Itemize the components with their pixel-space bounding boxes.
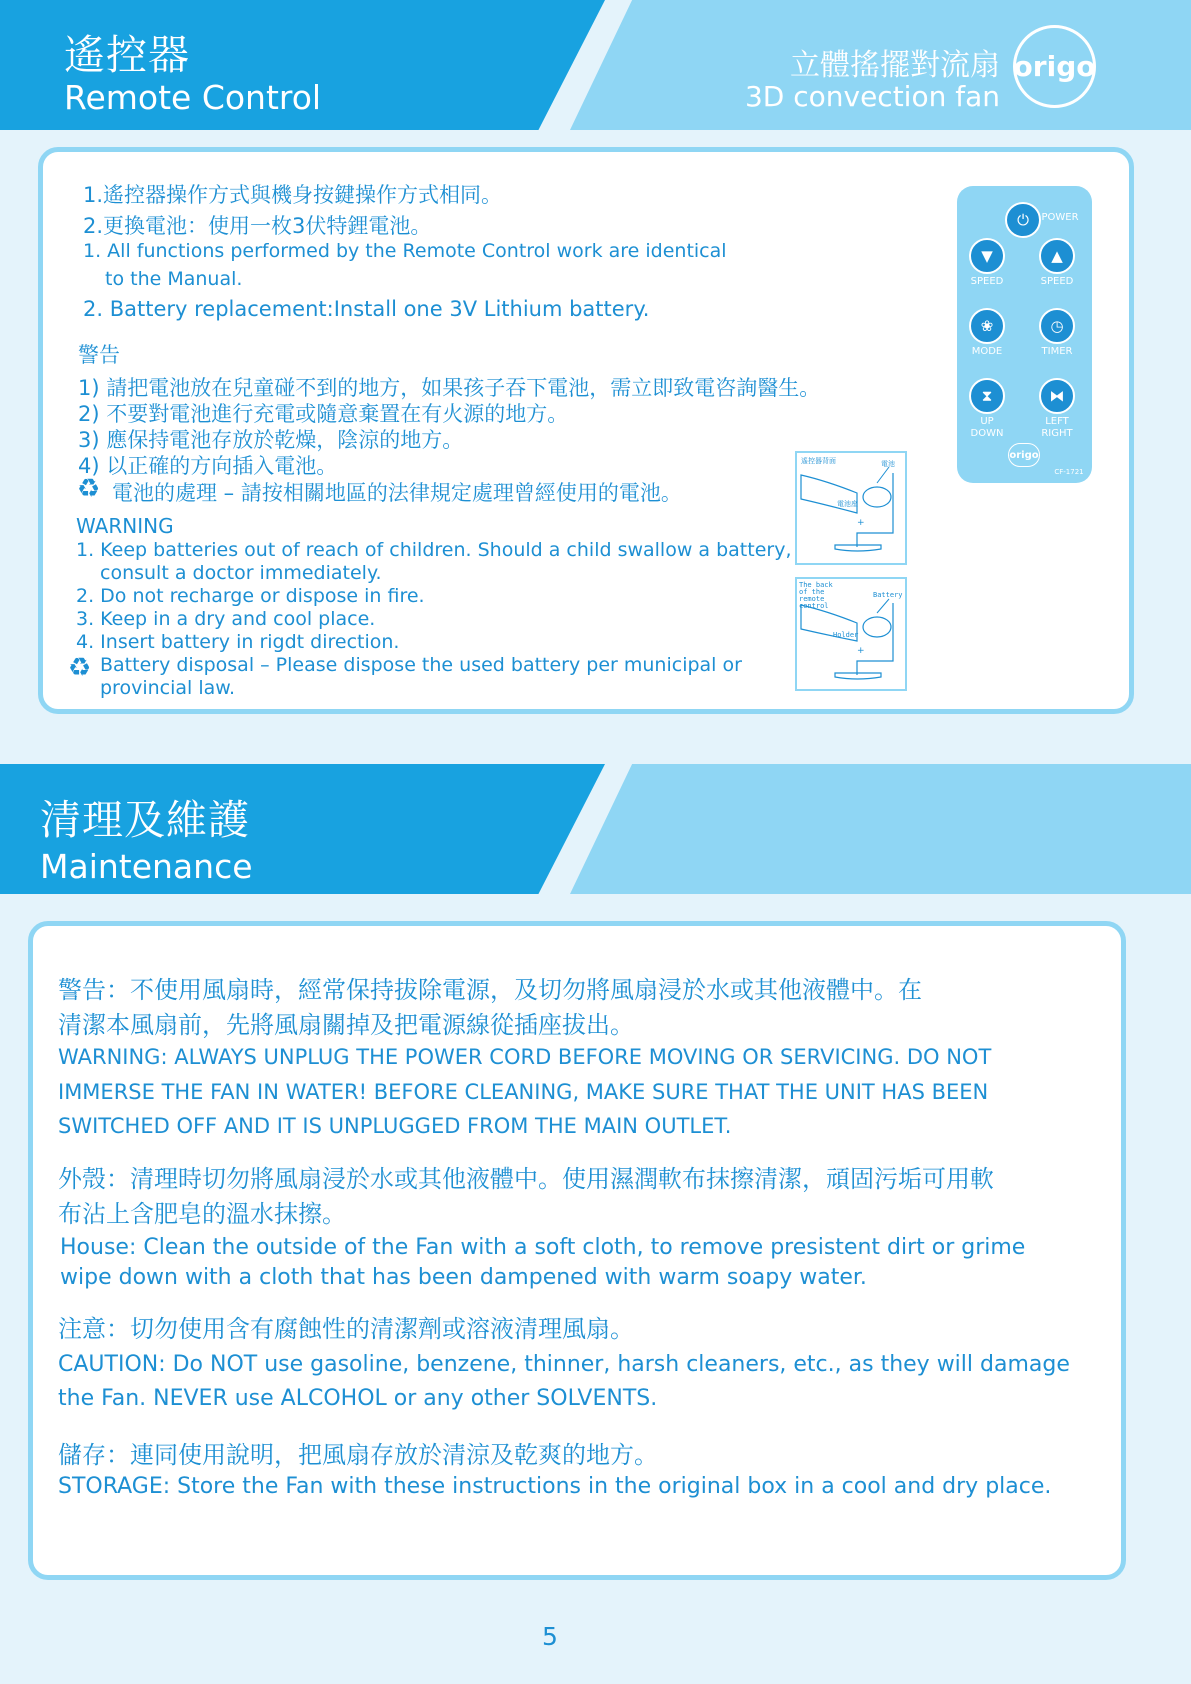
warning-en-5b: provincial law. <box>100 677 236 699</box>
warning-zh-5: 電池的處理 – 請按相關地區的法律規定處理曾經使用的電池。 <box>112 481 682 505</box>
mode-icon: ❀ <box>969 308 1005 344</box>
product-name-zh: 立體搖擺對流扇 <box>790 48 1000 83</box>
caution-en-1: CAUTION: Do NOT use gasoline, benzene, thinner, harsh cleaners, etc., as they will damage <box>58 1352 1070 1377</box>
section-title-en: Remote Control <box>64 78 322 117</box>
maintenance-title-zh: 清理及維護 <box>40 796 250 844</box>
diagram-label-holder: Holder <box>833 631 859 639</box>
maintenance-warning-en-1: WARNING: ALWAYS UNPLUG THE POWER CORD BEFORE MOVING OR SERVICING. DO NOT <box>58 1045 992 1069</box>
warning-en-3: 3. Keep in a dry and cool place. <box>76 608 376 630</box>
up-down-label: UP DOWN <box>970 416 1004 439</box>
diagram-label-back: 遙控器背面 <box>801 457 836 465</box>
warning-zh-4: 4) 以正確的方向插入電池。 <box>78 454 338 478</box>
house-en-2: wipe down with a cloth that has been dampened with warm soapy water. <box>60 1265 867 1290</box>
remote-origo-logo: origo <box>1008 443 1040 467</box>
storage-en: STORAGE: Store the Fan with these instructions in the original box in a cool and dry place. <box>58 1474 1052 1499</box>
recycle-icon: ♻ <box>77 474 101 504</box>
maintenance-warning-en-3: SWITCHED OFF AND IT IS UNPLUGGED FROM THE MAIN OUTLET. <box>58 1114 732 1138</box>
page-number: 5 <box>542 1622 558 1651</box>
instruction-en-1b: to the Manual. <box>105 268 243 290</box>
house-zh-1: 外殼：清理時切勿將風扇浸於水或其他液體中。使用濕潤軟布抹擦清潔，頑固污垢可用軟 <box>58 1165 994 1193</box>
warning-en-5: Battery disposal – Please dispose the used battery per municipal or <box>100 654 742 676</box>
speed-up-label: SPEED <box>1040 276 1074 287</box>
diagram-label-back: The back of the remote control <box>799 581 833 610</box>
warning-en-1b: consult a doctor immediately. <box>100 562 382 584</box>
diagram-label-holder: 電池座 <box>837 500 858 508</box>
warning-zh-3: 3) 應保持電池存放於乾燥，陰涼的地方。 <box>78 428 464 452</box>
origo-logo: origo <box>1013 25 1096 108</box>
maintenance-warning-en-2: IMMERSE THE FAN IN WATER! BEFORE CLEANING, MAKE SURE THAT THE UNIT HAS BEEN <box>58 1080 989 1104</box>
battery-diagram-en <box>795 577 907 691</box>
warning-zh-1: 1) 請把電池放在兒童碰不到的地方，如果孩子吞下電池，需立即致電咨詢醫生。 <box>78 376 821 400</box>
warning-en-title: WARNING <box>76 514 174 538</box>
left-right-label: LEFT RIGHT <box>1041 416 1073 439</box>
instruction-en-2: 2. Battery replacement:Install one 3V Lithium battery. <box>83 297 650 321</box>
caution-en-2: the Fan. NEVER use ALCOHOL or any other SOLVENTS. <box>58 1386 658 1411</box>
maintenance-band-right <box>570 764 1191 894</box>
warning-zh-2: 2) 不要對電池進行充電或隨意棄置在有火源的地方。 <box>78 402 569 426</box>
remote-model: CF-1721 <box>1054 468 1084 476</box>
product-name-en: 3D convection fan <box>744 80 1000 113</box>
house-en-1: House: Clean the outside of the Fan with a soft cloth, to remove presistent dirt or grime <box>60 1235 1026 1260</box>
recycle-icon: ♻ <box>68 653 92 683</box>
speed-up-icon: ▲ <box>1039 238 1075 274</box>
timer-label: TIMER <box>1041 346 1073 357</box>
remote-control-illustration <box>957 186 1092 483</box>
house-zh-2: 布沾上含肥皂的溫水抹擦。 <box>58 1200 346 1228</box>
warning-en-1: 1. Keep batteries out of reach of children. Should a child swallow a battery, <box>76 539 792 561</box>
battery-insert-illustration <box>797 579 905 689</box>
diagram-label-battery: Battery <box>873 591 903 599</box>
battery-insert-illustration <box>797 453 905 563</box>
svg-text:+: + <box>857 646 865 656</box>
maintenance-warning-zh-2: 清潔本風扇前，先將風扇關掉及把電源線從插座拔出。 <box>58 1011 634 1039</box>
up-down-icon: ⧗ <box>969 378 1005 414</box>
power-button-icon: ⏻ <box>1005 202 1041 238</box>
speed-down-label: SPEED <box>970 276 1004 287</box>
instruction-zh-2: 2.更換電池：使用一枚3伏特鋰電池。 <box>83 214 432 238</box>
battery-diagram-zh <box>795 451 907 565</box>
warning-zh-title: 警告 <box>78 343 120 367</box>
section-title-zh: 遙控器 <box>64 31 190 79</box>
storage-zh: 儲存：連同使用說明，把風扇存放於清涼及乾爽的地方。 <box>58 1441 658 1469</box>
timer-icon: ◷ <box>1039 308 1075 344</box>
maintenance-title-en: Maintenance <box>40 847 253 886</box>
caution-zh: 注意：切勿使用含有腐蝕性的清潔劑或溶液清理風扇。 <box>58 1315 634 1343</box>
diagram-label-battery: 電池 <box>881 460 895 468</box>
mode-label: MODE <box>971 346 1003 357</box>
instruction-en-1: 1. All functions performed by the Remote Control work are identical <box>83 240 727 262</box>
left-right-icon: ⧓ <box>1039 378 1075 414</box>
svg-text:+: + <box>857 518 865 528</box>
warning-en-4: 4. Insert battery in rigdt direction. <box>76 631 400 653</box>
warning-en-2: 2. Do not recharge or dispose in fire. <box>76 585 425 607</box>
maintenance-warning-zh-1: 警告：不使用風扇時，經常保持拔除電源，及切勿將風扇浸於水或其他液體中。在 <box>58 976 922 1004</box>
speed-down-icon: ▼ <box>969 238 1005 274</box>
instruction-zh-1: 1.遙控器操作方式與機身按鍵操作方式相同。 <box>83 183 503 207</box>
power-label: POWER <box>1041 212 1079 223</box>
